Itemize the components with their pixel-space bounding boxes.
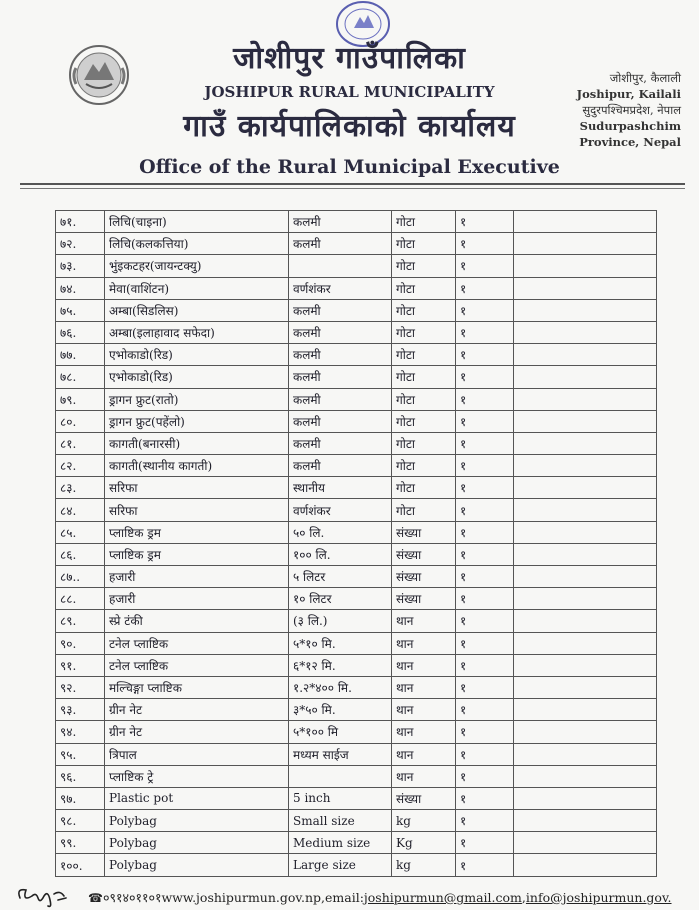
table-row [56, 543, 657, 565]
signature-icon [14, 882, 76, 908]
serial-number-cell: ८०. [56, 410, 105, 432]
item-name-cell: सरिफा [105, 499, 289, 521]
quantity-cell: १ [456, 743, 514, 765]
unit-cell: थान [392, 654, 456, 676]
quantity-cell: १ [456, 588, 514, 610]
serial-number-cell: ७३. [56, 255, 105, 277]
remarks-cell [514, 699, 657, 721]
remarks-cell [514, 432, 657, 454]
serial-number-cell: ७४. [56, 277, 105, 299]
email-label: ,email: [321, 890, 364, 905]
contact-footer: ☎०९१४०११०१www.joshipurmun.gov.np,email:joshipurmun@gmail.com,info@joshipurmun.gov. [88, 890, 672, 905]
remarks-cell [514, 521, 657, 543]
item-name-cell: ड्रागन फ्रुट(पहेंलो) [105, 410, 289, 432]
item-name-cell: Polybag [105, 810, 289, 832]
item-name-cell: टनेल प्लाष्टिक [105, 654, 289, 676]
type-spec-cell: वर्णशंकर [289, 499, 392, 521]
item-name-cell: मल्चिङ्गा प्लाष्टिक [105, 676, 289, 698]
remarks-cell [514, 610, 657, 632]
remarks-cell [514, 632, 657, 654]
serial-number-cell: ८७.. [56, 566, 105, 588]
type-spec-cell [289, 765, 392, 787]
serial-number-cell: ७२. [56, 233, 105, 255]
quantity-cell: १ [456, 233, 514, 255]
serial-number-cell: ९४. [56, 721, 105, 743]
email-link-gmail[interactable]: joshipurmun@gmail.com [363, 890, 522, 905]
unit-cell: गोटा [392, 344, 456, 366]
type-spec-cell: Small size [289, 810, 392, 832]
remarks-cell [514, 277, 657, 299]
item-name-cell: मेवा(वाशिंटन) [105, 277, 289, 299]
address-line: Sudurpashchim [579, 119, 681, 133]
item-name-cell: प्लाष्टिक ड्रम [105, 543, 289, 565]
type-spec-cell: १० लिटर [289, 588, 392, 610]
remarks-cell [514, 787, 657, 809]
type-spec-cell: कलमी [289, 432, 392, 454]
municipality-name-english: JOSHIPUR RURAL MUNICIPALITY [204, 83, 495, 101]
office-name-english: Office of the Rural Municipal Executive [139, 156, 560, 178]
quantity-cell: १ [456, 299, 514, 321]
type-spec-cell: ५० लि. [289, 521, 392, 543]
table-row [56, 588, 657, 610]
remarks-cell [514, 211, 657, 233]
item-name-cell: स्प्रे टंकी [105, 610, 289, 632]
serial-number-cell: ९०. [56, 632, 105, 654]
item-name-cell: प्लाष्टिक ड्रम [105, 521, 289, 543]
type-spec-cell: कलमी [289, 321, 392, 343]
address-line: सुदुरपश्चिमप्रदेश, नेपाल [582, 103, 681, 117]
table-row [56, 654, 657, 676]
item-name-cell: ग्रीन नेट [105, 721, 289, 743]
item-name-cell: हजारी [105, 588, 289, 610]
unit-cell: गोटा [392, 211, 456, 233]
quantity-cell: १ [456, 699, 514, 721]
quantity-cell: १ [456, 632, 514, 654]
unit-cell: गोटा [392, 499, 456, 521]
quantity-cell: १ [456, 721, 514, 743]
remarks-cell [514, 299, 657, 321]
unit-cell: Kg [392, 832, 456, 854]
unit-cell: kg [392, 810, 456, 832]
unit-cell: गोटा [392, 366, 456, 388]
table-row [56, 632, 657, 654]
table-row [56, 810, 657, 832]
remarks-cell [514, 366, 657, 388]
address-line: जोशीपुर, कैलाली [609, 71, 681, 85]
quantity-cell: १ [456, 255, 514, 277]
unit-cell: थान [392, 765, 456, 787]
item-name-cell: अम्बा(सिडलिस) [105, 299, 289, 321]
quantity-cell: १ [456, 366, 514, 388]
type-spec-cell: कलमी [289, 299, 392, 321]
type-spec-cell [289, 255, 392, 277]
unit-cell: संख्या [392, 787, 456, 809]
unit-cell: kg [392, 854, 456, 876]
table-row [56, 854, 657, 876]
item-name-cell: सरिफा [105, 477, 289, 499]
quantity-cell: १ [456, 277, 514, 299]
type-spec-cell: Large size [289, 854, 392, 876]
quantity-cell: १ [456, 410, 514, 432]
table-row [56, 321, 657, 343]
type-spec-cell: मध्यम साईज [289, 743, 392, 765]
table-row [56, 432, 657, 454]
item-name-cell: अम्बा(इलाहावाद सफेदा) [105, 321, 289, 343]
address-line: Province, Nepal [579, 135, 681, 149]
type-spec-cell: ५ लिटर [289, 566, 392, 588]
quantity-cell: १ [456, 610, 514, 632]
unit-cell: संख्या [392, 521, 456, 543]
table-row [56, 765, 657, 787]
serial-number-cell: ८२. [56, 455, 105, 477]
type-spec-cell: कलमी [289, 366, 392, 388]
type-spec-cell: कलमी [289, 344, 392, 366]
quantity-cell: १ [456, 854, 514, 876]
serial-number-cell: ७९. [56, 388, 105, 410]
type-spec-cell: १०० लि. [289, 543, 392, 565]
quantity-cell: १ [456, 388, 514, 410]
unit-cell: थान [392, 676, 456, 698]
type-spec-cell: ६*१२ मि. [289, 654, 392, 676]
header-divider [20, 183, 685, 185]
type-spec-cell: Medium size [289, 832, 392, 854]
table-row [56, 255, 657, 277]
table-row [56, 477, 657, 499]
serial-number-cell: ९६. [56, 765, 105, 787]
unit-cell: थान [392, 721, 456, 743]
website-link[interactable]: www.joshipurmun.gov.np [161, 890, 322, 905]
quantity-cell: १ [456, 432, 514, 454]
table-row [56, 787, 657, 809]
serial-number-cell: ८४. [56, 499, 105, 521]
type-spec-cell: कलमी [289, 455, 392, 477]
serial-number-cell: ७५. [56, 299, 105, 321]
table-row [56, 366, 657, 388]
item-name-cell: ड्रागन फ्रुट(रातो) [105, 388, 289, 410]
remarks-cell [514, 321, 657, 343]
type-spec-cell: ५*१०० मि [289, 721, 392, 743]
item-name-cell: भुंइकटहर(जायन्टक्यु) [105, 255, 289, 277]
serial-number-cell: ९८. [56, 810, 105, 832]
remarks-cell [514, 344, 657, 366]
phone-icon: ☎ [88, 891, 103, 905]
type-spec-cell: (३ लि.) [289, 610, 392, 632]
remarks-cell [514, 676, 657, 698]
item-name-cell: ग्रीन नेट [105, 699, 289, 721]
remarks-cell [514, 233, 657, 255]
unit-cell: गोटा [392, 455, 456, 477]
quantity-cell: १ [456, 566, 514, 588]
items-table [55, 210, 657, 877]
remarks-cell [514, 543, 657, 565]
remarks-cell [514, 832, 657, 854]
quantity-cell: १ [456, 810, 514, 832]
municipality-name-nepali: जोशीपुर गाउँपालिका [233, 41, 466, 76]
unit-cell: गोटा [392, 233, 456, 255]
remarks-cell [514, 566, 657, 588]
item-name-cell: एभोकाडो(रिड) [105, 344, 289, 366]
serial-number-cell: १००. [56, 854, 105, 876]
serial-number-cell: ८९. [56, 610, 105, 632]
email-link-info[interactable]: info@joshipurmun.gov. [525, 890, 672, 905]
table-row [56, 566, 657, 588]
phone-number: ०९१४०११०१ [102, 890, 162, 905]
item-name-cell: कागती(स्थानीय कागती) [105, 455, 289, 477]
remarks-cell [514, 654, 657, 676]
table-row [56, 699, 657, 721]
serial-number-cell: ९९. [56, 832, 105, 854]
quantity-cell: १ [456, 321, 514, 343]
remarks-cell [514, 810, 657, 832]
office-name-nepali: गाउँ कार्यपालिकाको कार्यालय [183, 109, 516, 144]
items-table-body [56, 211, 657, 877]
table-row [56, 233, 657, 255]
quantity-cell: १ [456, 787, 514, 809]
address-line: Joshipur, Kailali [576, 87, 681, 101]
serial-number-cell: ७७. [56, 344, 105, 366]
quantity-cell: १ [456, 654, 514, 676]
remarks-cell [514, 499, 657, 521]
remarks-cell [514, 410, 657, 432]
unit-cell: संख्या [392, 543, 456, 565]
serial-number-cell: ९२. [56, 676, 105, 698]
serial-number-cell: ८५. [56, 521, 105, 543]
serial-number-cell: ८६. [56, 543, 105, 565]
table-row [56, 610, 657, 632]
item-name-cell: एभोकाडो(रिड) [105, 366, 289, 388]
quantity-cell: १ [456, 477, 514, 499]
serial-number-cell: ९७. [56, 787, 105, 809]
unit-cell: गोटा [392, 277, 456, 299]
serial-number-cell: ८१. [56, 432, 105, 454]
quantity-cell: १ [456, 543, 514, 565]
unit-cell: थान [392, 743, 456, 765]
type-spec-cell: कलमी [289, 233, 392, 255]
quantity-cell: १ [456, 344, 514, 366]
item-name-cell: Polybag [105, 832, 289, 854]
table-row [56, 455, 657, 477]
unit-cell: गोटा [392, 432, 456, 454]
type-spec-cell: ३*५० मि. [289, 699, 392, 721]
remarks-cell [514, 388, 657, 410]
serial-number-cell: ७६. [56, 321, 105, 343]
table-row [56, 410, 657, 432]
table-row [56, 344, 657, 366]
remarks-cell [514, 854, 657, 876]
type-spec-cell: कलमी [289, 410, 392, 432]
item-name-cell: कागती(बनारसी) [105, 432, 289, 454]
quantity-cell: १ [456, 211, 514, 233]
remarks-cell [514, 455, 657, 477]
remarks-cell [514, 743, 657, 765]
quantity-cell: १ [456, 676, 514, 698]
type-spec-cell: ५*१० मि. [289, 632, 392, 654]
remarks-cell [514, 255, 657, 277]
type-spec-cell: कलमी [289, 388, 392, 410]
table-row [56, 721, 657, 743]
serial-number-cell: ८८. [56, 588, 105, 610]
unit-cell: संख्या [392, 588, 456, 610]
quantity-cell: १ [456, 521, 514, 543]
office-address [551, 70, 681, 150]
table-row [56, 521, 657, 543]
unit-cell: गोटा [392, 299, 456, 321]
quantity-cell: १ [456, 765, 514, 787]
serial-number-cell: ७१. [56, 211, 105, 233]
item-name-cell: त्रिपाल [105, 743, 289, 765]
serial-number-cell: ९३. [56, 699, 105, 721]
item-name-cell: लिचि(चाइना) [105, 211, 289, 233]
type-spec-cell: १.२*४०० मि. [289, 676, 392, 698]
unit-cell: गोटा [392, 410, 456, 432]
unit-cell: गोटा [392, 321, 456, 343]
quantity-cell: १ [456, 499, 514, 521]
type-spec-cell: कलमी [289, 211, 392, 233]
table-row [56, 211, 657, 233]
remarks-cell [514, 765, 657, 787]
quantity-cell: १ [456, 832, 514, 854]
serial-number-cell: ७८. [56, 366, 105, 388]
remarks-cell [514, 588, 657, 610]
serial-number-cell: ८३. [56, 477, 105, 499]
table-row [56, 388, 657, 410]
item-name-cell: हजारी [105, 566, 289, 588]
unit-cell: गोटा [392, 255, 456, 277]
quantity-cell: १ [456, 455, 514, 477]
remarks-cell [514, 477, 657, 499]
table-row [56, 676, 657, 698]
item-name-cell: Polybag [105, 854, 289, 876]
type-spec-cell: वर्णशंकर [289, 277, 392, 299]
table-row [56, 299, 657, 321]
table-row [56, 277, 657, 299]
item-name-cell: टनेल प्लाष्टिक [105, 632, 289, 654]
header-divider [20, 188, 685, 189]
serial-number-cell: ९१. [56, 654, 105, 676]
type-spec-cell: 5 inch [289, 787, 392, 809]
unit-cell: थान [392, 699, 456, 721]
serial-number-cell: ९५. [56, 743, 105, 765]
unit-cell: थान [392, 610, 456, 632]
type-spec-cell: स्थानीय [289, 477, 392, 499]
remarks-cell [514, 721, 657, 743]
unit-cell: संख्या [392, 566, 456, 588]
item-name-cell: प्लाष्टिक ट्रे [105, 765, 289, 787]
unit-cell: गोटा [392, 388, 456, 410]
table-row [56, 743, 657, 765]
item-name-cell: Plastic pot [105, 787, 289, 809]
table-row [56, 832, 657, 854]
item-name-cell: लिचि(कलकत्तिया) [105, 233, 289, 255]
table-row [56, 499, 657, 521]
unit-cell: गोटा [392, 477, 456, 499]
unit-cell: थान [392, 632, 456, 654]
